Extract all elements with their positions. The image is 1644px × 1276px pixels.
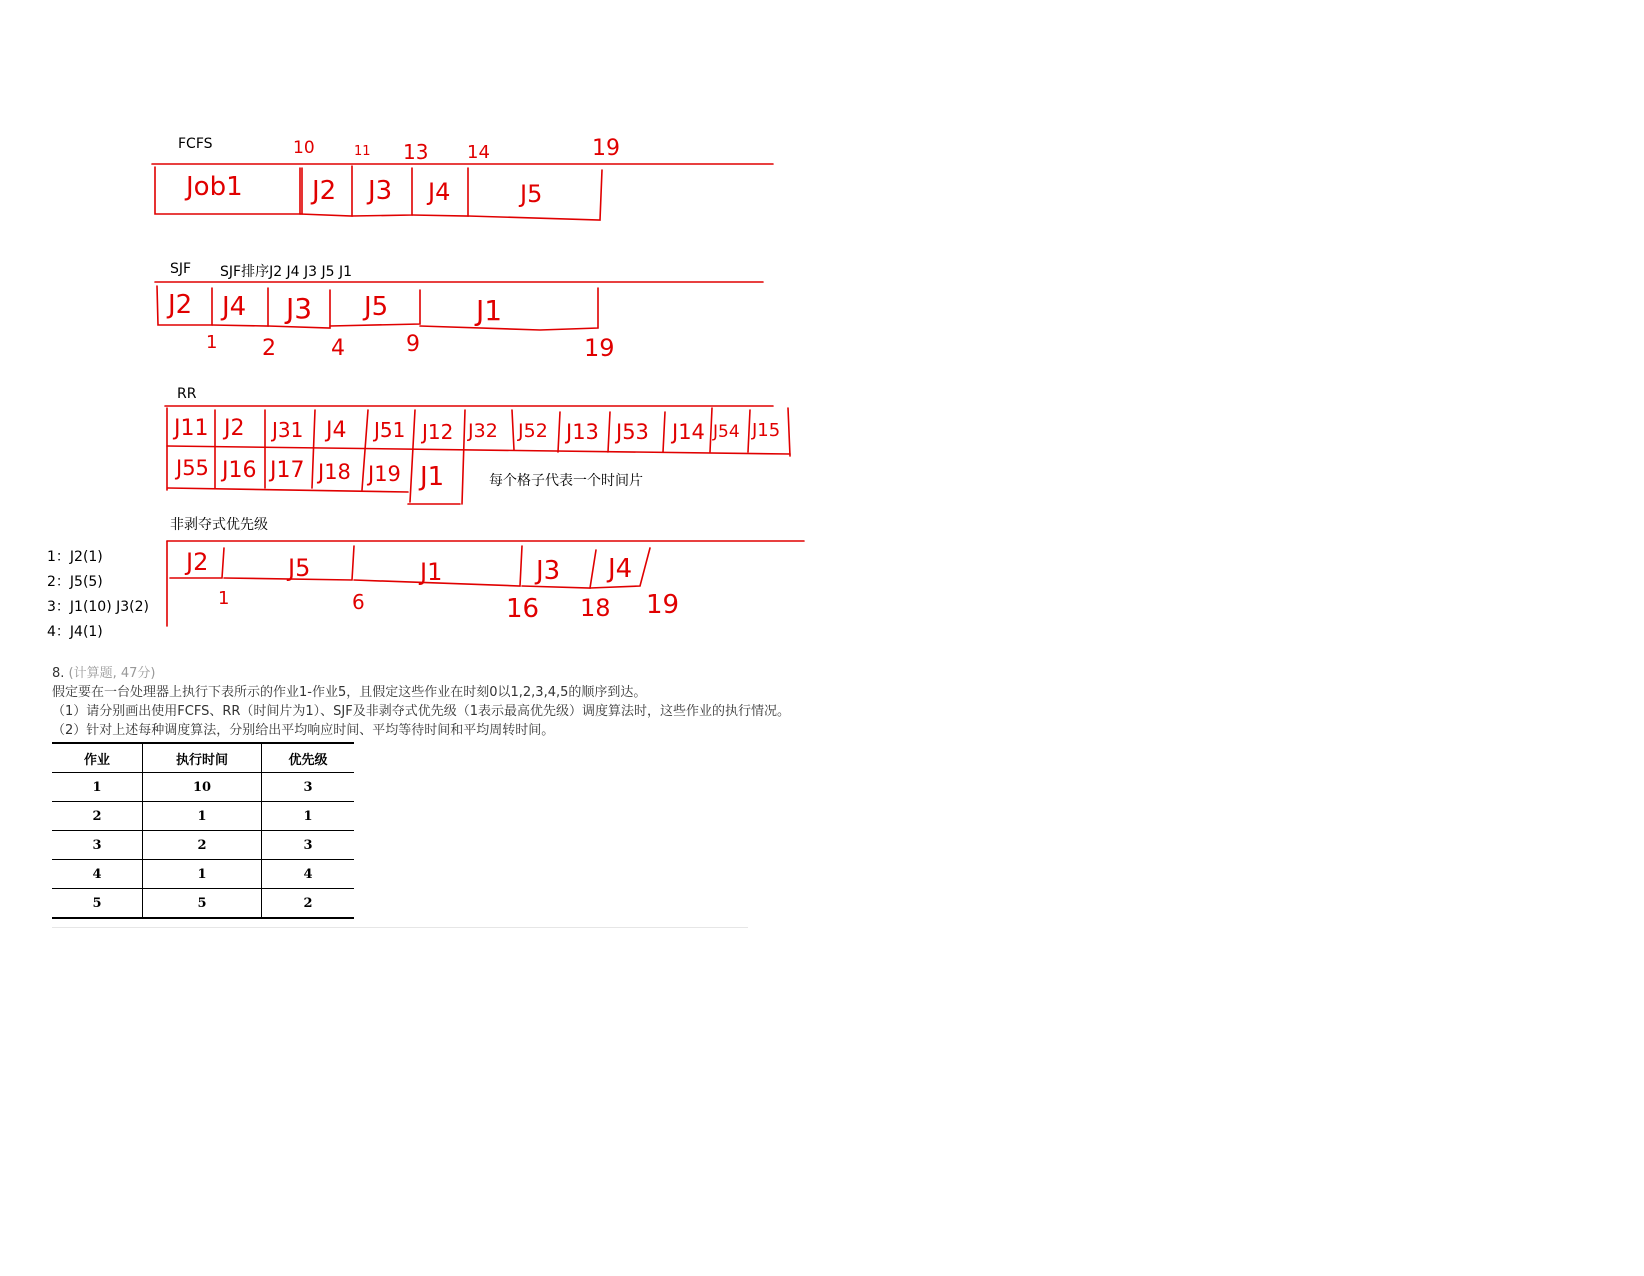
cell-job: 3 — [52, 831, 143, 860]
header-priority: 优先级 — [262, 743, 355, 773]
cell-exec-time: 10 — [143, 773, 262, 802]
priority-block: J5 — [288, 554, 311, 582]
header-job: 作业 — [52, 743, 143, 773]
priority-block: J1 — [420, 558, 443, 586]
question-line: （2）针对上述每种调度算法，分别给出平均响应时间、平均等待时间和平均周转时间。 — [52, 723, 555, 738]
question-number: 8. — [52, 666, 65, 681]
priority-title: 非剥夺式优先级 — [170, 517, 268, 533]
rr-cell: J12 — [422, 420, 454, 444]
priority-time: 19 — [646, 590, 680, 620]
priority-time: 6 — [352, 590, 365, 614]
sjf-block: J4 — [222, 292, 247, 322]
fcfs-time: 14 — [467, 142, 490, 163]
rr-cell: J4 — [326, 418, 347, 443]
sjf-time: 2 — [262, 336, 276, 361]
question-line: 假定要在一台处理器上执行下表所示的作业1-作业5，且假定这些作业在时刻0以1,2,3,4,5的顺序到达。 — [52, 685, 647, 700]
rr-cell: J16 — [222, 458, 257, 483]
rr-title: RR — [177, 386, 197, 402]
table-row — [52, 860, 354, 889]
priority-time: 1 — [218, 588, 230, 609]
rr-cell: J55 — [176, 456, 209, 480]
priority-block: J4 — [608, 554, 633, 584]
priority-list-item: 1：J2(1) — [47, 549, 103, 565]
priority-time: 16 — [506, 594, 540, 624]
jobs-table — [52, 742, 354, 919]
fcfs-block: J2 — [312, 176, 337, 206]
rr-cell: J17 — [270, 458, 305, 483]
rr-cell: J19 — [368, 462, 401, 486]
priority-list-item: 2：J5(5) — [47, 574, 103, 590]
sjf-title: SJF — [170, 261, 192, 277]
rr-cell: J51 — [374, 418, 406, 442]
cell-priority: 4 — [262, 860, 355, 889]
rr-cell: J2 — [224, 416, 245, 441]
sjf-order: SJF排序J2 J4 J3 J5 J1 — [220, 264, 353, 280]
question-line: （1）请分别画出使用FCFS、RR（时间片为1）、SJF及非剥夺式优先级（1表示最高优先级）调度算法时，这些作业的执行情况。 — [52, 704, 790, 719]
table-row — [52, 831, 354, 860]
cell-job: 2 — [52, 802, 143, 831]
sjf-time: 1 — [206, 332, 218, 353]
rr-note: 每个格子代表一个时间片 — [489, 473, 643, 489]
table-row — [52, 889, 354, 919]
cell-exec-time: 1 — [143, 860, 262, 889]
sjf-block: J5 — [364, 292, 389, 322]
rr-cell: J52 — [518, 420, 548, 442]
sjf-time: 4 — [331, 336, 345, 361]
table-row — [52, 802, 354, 831]
priority-list-item: 3：J1(10) J3(2) — [47, 599, 149, 615]
rr-cell: J53 — [616, 420, 649, 444]
rr-cell: J32 — [468, 420, 498, 442]
cell-exec-time: 2 — [143, 831, 262, 860]
cell-job: 5 — [52, 889, 143, 919]
fcfs-block: Job1 — [186, 172, 243, 202]
cell-exec-time: 5 — [143, 889, 262, 919]
sjf-block: J1 — [476, 294, 503, 327]
cell-priority: 3 — [262, 831, 355, 860]
fcfs-block: J4 — [428, 178, 451, 206]
priority-block: J3 — [536, 556, 561, 586]
divider — [52, 927, 748, 928]
cell-priority: 2 — [262, 889, 355, 919]
table-header-row — [52, 743, 354, 773]
cell-job: 1 — [52, 773, 143, 802]
fcfs-block: J3 — [368, 176, 393, 206]
fcfs-time: 11 — [354, 144, 371, 159]
header-exec-time: 执行时间 — [143, 743, 262, 773]
sjf-time: 19 — [584, 334, 615, 362]
question-header — [52, 662, 156, 681]
fcfs-time: 19 — [592, 136, 620, 161]
table-row — [52, 773, 354, 802]
sjf-block: J2 — [168, 290, 193, 320]
fcfs-time: 10 — [293, 138, 315, 158]
cell-priority: 3 — [262, 773, 355, 802]
cell-exec-time: 1 — [143, 802, 262, 831]
fcfs-title: FCFS — [178, 136, 213, 152]
sjf-block: J3 — [286, 292, 313, 325]
rr-cell: J18 — [318, 460, 351, 484]
cell-priority: 1 — [262, 802, 355, 831]
rr-cell: J11 — [174, 416, 209, 441]
rr-cell: J15 — [752, 420, 781, 441]
question-meta: (计算题, 47分) — [68, 666, 156, 681]
rr-cell: J1 — [420, 462, 445, 492]
rr-cell: J54 — [713, 422, 740, 442]
sjf-time: 9 — [406, 332, 420, 357]
priority-block: J2 — [186, 548, 209, 576]
cell-job: 4 — [52, 860, 143, 889]
fcfs-time: 13 — [403, 140, 429, 164]
priority-list-item: 4：J4(1) — [47, 624, 103, 640]
fcfs-block: J5 — [520, 180, 543, 208]
rr-cell: J14 — [672, 420, 705, 444]
rr-cell: J31 — [272, 418, 304, 442]
rr-cell: J13 — [566, 420, 599, 444]
priority-time: 18 — [580, 594, 611, 622]
